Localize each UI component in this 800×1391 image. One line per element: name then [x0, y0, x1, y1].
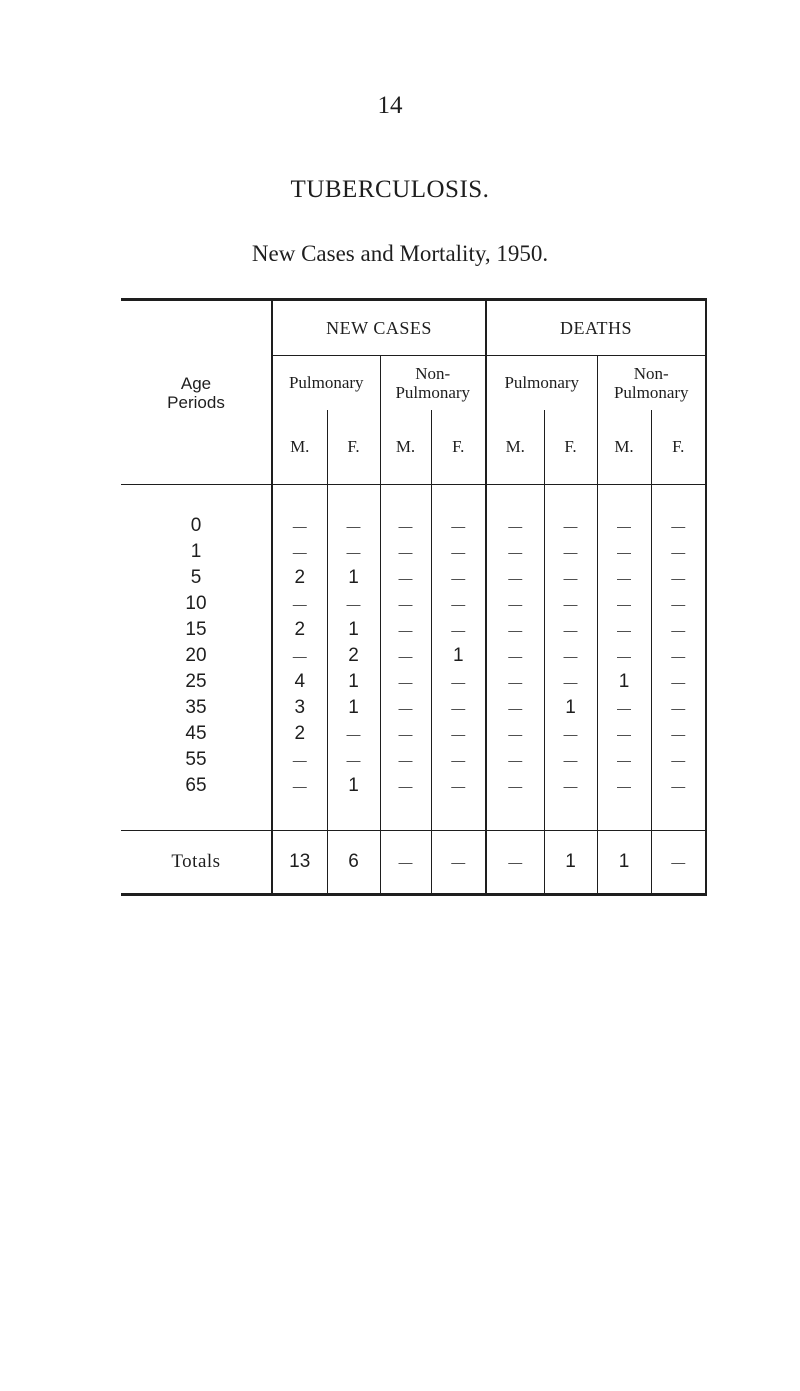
count-cell: —	[651, 643, 706, 669]
age-period-cell: 35	[121, 695, 272, 721]
total-cell: 13	[272, 831, 327, 895]
count-cell: —	[544, 643, 597, 669]
count-cell: —	[431, 695, 486, 721]
sex-header: M.	[272, 410, 327, 485]
count-cell: —	[380, 591, 431, 617]
count-cell: —	[651, 695, 706, 721]
new-cases-pulmonary-header: Pulmonary	[272, 356, 380, 410]
count-cell: —	[272, 513, 327, 539]
total-cell: —	[380, 831, 431, 895]
age-period-cell: 5	[121, 565, 272, 591]
age-period-cell: 1	[121, 539, 272, 565]
age-period-cell: 25	[121, 669, 272, 695]
table-row	[121, 773, 706, 799]
count-cell: —	[597, 721, 651, 747]
table-body	[121, 485, 706, 895]
count-cell: —	[431, 747, 486, 773]
count-cell: —	[544, 513, 597, 539]
deaths-non-pulmonary-header	[597, 356, 706, 410]
count-cell: —	[486, 721, 544, 747]
table-row	[121, 617, 706, 643]
count-cell: —	[597, 591, 651, 617]
count-cell: —	[431, 539, 486, 565]
deaths-header: DEATHS	[486, 300, 706, 356]
table-row	[121, 513, 706, 539]
count-cell: —	[597, 695, 651, 721]
count-cell: —	[486, 591, 544, 617]
count-cell: —	[597, 565, 651, 591]
count-cell: —	[651, 591, 706, 617]
count-cell: —	[544, 773, 597, 799]
count-cell: —	[651, 669, 706, 695]
count-cell: 2	[327, 643, 380, 669]
totals-label: Totals	[121, 831, 272, 895]
sex-header: F.	[651, 410, 706, 485]
age-period-cell: 20	[121, 643, 272, 669]
total-cell: 1	[597, 831, 651, 895]
sex-header: F.	[327, 410, 380, 485]
count-cell: 2	[272, 617, 327, 643]
non-pulmonary-line1: Non-	[633, 363, 669, 383]
non-pulmonary-line1: Non-	[415, 363, 451, 383]
age-header-line1: Age	[180, 373, 212, 393]
table-row	[121, 695, 706, 721]
new-cases-non-pulmonary-header	[380, 356, 486, 410]
count-cell: —	[327, 747, 380, 773]
count-cell: —	[651, 513, 706, 539]
count-cell: —	[380, 747, 431, 773]
count-cell: 1	[327, 669, 380, 695]
count-cell: —	[431, 591, 486, 617]
count-cell: —	[327, 591, 380, 617]
table-row	[121, 721, 706, 747]
count-cell: 1	[327, 617, 380, 643]
page-number: 14	[377, 92, 403, 119]
count-cell: —	[486, 513, 544, 539]
age-periods-header	[121, 300, 272, 485]
count-cell: —	[544, 539, 597, 565]
sex-header: M.	[486, 410, 544, 485]
table-row	[121, 565, 706, 591]
table-row	[121, 591, 706, 617]
sex-header: F.	[431, 410, 486, 485]
count-cell: —	[431, 565, 486, 591]
table-row	[121, 669, 706, 695]
count-cell: —	[486, 565, 544, 591]
count-cell: —	[431, 513, 486, 539]
count-cell: 2	[272, 565, 327, 591]
count-cell: —	[380, 643, 431, 669]
total-cell: —	[486, 831, 544, 895]
count-cell: —	[272, 643, 327, 669]
sex-header: M.	[380, 410, 431, 485]
count-cell: —	[597, 513, 651, 539]
totals-row	[121, 831, 706, 895]
total-cell: —	[651, 831, 706, 895]
table-row	[121, 539, 706, 565]
table-row	[121, 747, 706, 773]
table-row	[121, 643, 706, 669]
count-cell: —	[272, 591, 327, 617]
total-cell: 6	[327, 831, 380, 895]
count-cell: —	[272, 539, 327, 565]
total-cell: —	[431, 831, 486, 895]
age-period-cell: 45	[121, 721, 272, 747]
new-cases-header: NEW CASES	[272, 300, 486, 356]
count-cell: —	[380, 721, 431, 747]
count-cell: 1	[544, 695, 597, 721]
count-cell: —	[380, 539, 431, 565]
count-cell: —	[544, 565, 597, 591]
count-cell: —	[486, 773, 544, 799]
count-cell: 3	[272, 695, 327, 721]
non-pulmonary-line2: Pulmonary	[613, 382, 689, 402]
count-cell: —	[380, 695, 431, 721]
count-cell: —	[486, 617, 544, 643]
count-cell: —	[380, 773, 431, 799]
non-pulmonary-line2: Pulmonary	[395, 382, 471, 402]
count-cell: —	[431, 773, 486, 799]
count-cell: —	[544, 591, 597, 617]
count-cell: —	[597, 747, 651, 773]
count-cell: —	[651, 617, 706, 643]
count-cell: —	[486, 669, 544, 695]
count-cell: —	[272, 773, 327, 799]
age-period-cell: 65	[121, 773, 272, 799]
count-cell: —	[651, 721, 706, 747]
count-cell: —	[380, 617, 431, 643]
page-title: TUBERCULOSIS.	[290, 176, 490, 203]
deaths-pulmonary-header: Pulmonary	[486, 356, 597, 410]
age-period-cell: 0	[121, 513, 272, 539]
age-period-cell: 15	[121, 617, 272, 643]
count-cell: —	[380, 513, 431, 539]
count-cell: —	[597, 643, 651, 669]
count-cell: 4	[272, 669, 327, 695]
count-cell: —	[544, 747, 597, 773]
count-cell: —	[327, 513, 380, 539]
total-cell: 1	[544, 831, 597, 895]
count-cell: —	[544, 617, 597, 643]
count-cell: —	[380, 669, 431, 695]
count-cell: 1	[327, 565, 380, 591]
count-cell: —	[327, 721, 380, 747]
sex-header: F.	[544, 410, 597, 485]
count-cell: —	[597, 539, 651, 565]
tuberculosis-table	[121, 298, 707, 896]
count-cell: —	[431, 721, 486, 747]
count-cell: 1	[327, 773, 380, 799]
count-cell: —	[651, 747, 706, 773]
count-cell: —	[486, 695, 544, 721]
count-cell: —	[380, 565, 431, 591]
sex-header: M.	[597, 410, 651, 485]
count-cell: —	[544, 721, 597, 747]
spacer-row	[121, 485, 706, 513]
count-cell: —	[597, 617, 651, 643]
count-cell: —	[597, 773, 651, 799]
count-cell: —	[486, 539, 544, 565]
spacer-row	[121, 799, 706, 831]
count-cell: 1	[597, 669, 651, 695]
page-subtitle: New Cases and Mortality, 1950.	[251, 241, 549, 266]
count-cell: —	[651, 565, 706, 591]
count-cell: —	[272, 747, 327, 773]
count-cell: —	[544, 669, 597, 695]
count-cell: —	[486, 643, 544, 669]
count-cell: 2	[272, 721, 327, 747]
count-cell: —	[431, 617, 486, 643]
age-period-cell: 10	[121, 591, 272, 617]
count-cell: —	[327, 539, 380, 565]
count-cell: —	[651, 773, 706, 799]
age-period-cell: 55	[121, 747, 272, 773]
count-cell: —	[651, 539, 706, 565]
count-cell: —	[486, 747, 544, 773]
count-cell: 1	[327, 695, 380, 721]
count-cell: —	[431, 669, 486, 695]
count-cell: 1	[431, 643, 486, 669]
age-header-line2: Periods	[167, 392, 225, 412]
